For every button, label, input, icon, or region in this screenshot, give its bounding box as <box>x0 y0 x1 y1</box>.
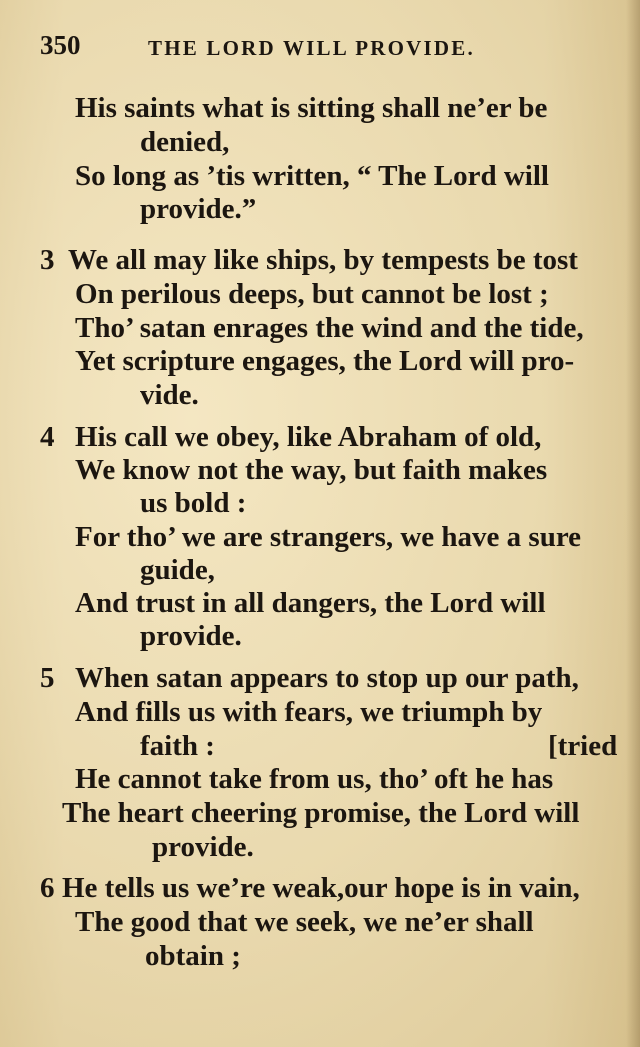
verse-number: 6 <box>40 872 55 904</box>
running-header <box>40 30 600 66</box>
verse-number: 5 <box>40 662 55 694</box>
verse-line-bracket: [tried <box>548 730 618 762</box>
verse-line: So long as ’tis written, “ The Lord will <box>75 160 549 192</box>
verse-line: His saints what is sitting shall ne’er be <box>75 92 548 124</box>
verse-line: The heart cheering promise, the Lord will <box>62 797 580 829</box>
page-edge-shadow <box>626 0 640 1047</box>
verse-line: We all may like ships, by tempests be tost <box>68 244 578 276</box>
verse-line: guide, <box>140 554 215 586</box>
page-number: 350 <box>40 30 81 60</box>
verse-line: vide. <box>140 379 199 411</box>
verse-line: On perilous deeps, but cannot be lost ; <box>75 278 549 310</box>
verse-line: For tho’ we are strangers, we have a sure <box>75 521 582 553</box>
verse-line: He cannot take from us, tho’ oft he has <box>75 763 554 795</box>
verse-number: 4 <box>40 421 55 453</box>
verse-line: denied, <box>140 126 230 158</box>
verse-line: faith : <box>140 730 215 762</box>
verse-line: And fills us with fears, we triumph by <box>75 696 543 728</box>
verse-line: We know not the way, but faith makes <box>75 454 548 486</box>
verse-line: obtain ; <box>145 940 241 972</box>
verse-line: His call we obey, like Abraham of old, <box>75 421 542 453</box>
verse-line: Tho’ satan enrages the wind and the tide, <box>75 312 584 344</box>
verse-number: 3 <box>40 244 55 276</box>
verse-line: And trust in all dangers, the Lord will <box>75 587 546 619</box>
verse-line: When satan appears to stop up our path, <box>75 662 579 694</box>
verse-line: provide. <box>152 831 254 863</box>
verse-line: He tells us we’re weak,our hope is in vain, <box>62 872 580 904</box>
verse-line: us bold : <box>140 487 247 519</box>
verse-line: Yet scripture engages, the Lord will pro- <box>75 345 575 377</box>
running-title: THE LORD WILL PROVIDE. <box>148 36 475 60</box>
verse-line: provide. <box>140 620 242 652</box>
verse-line: provide.” <box>140 193 257 225</box>
verse-line: The good that we seek, we ne’er shall <box>75 906 534 938</box>
